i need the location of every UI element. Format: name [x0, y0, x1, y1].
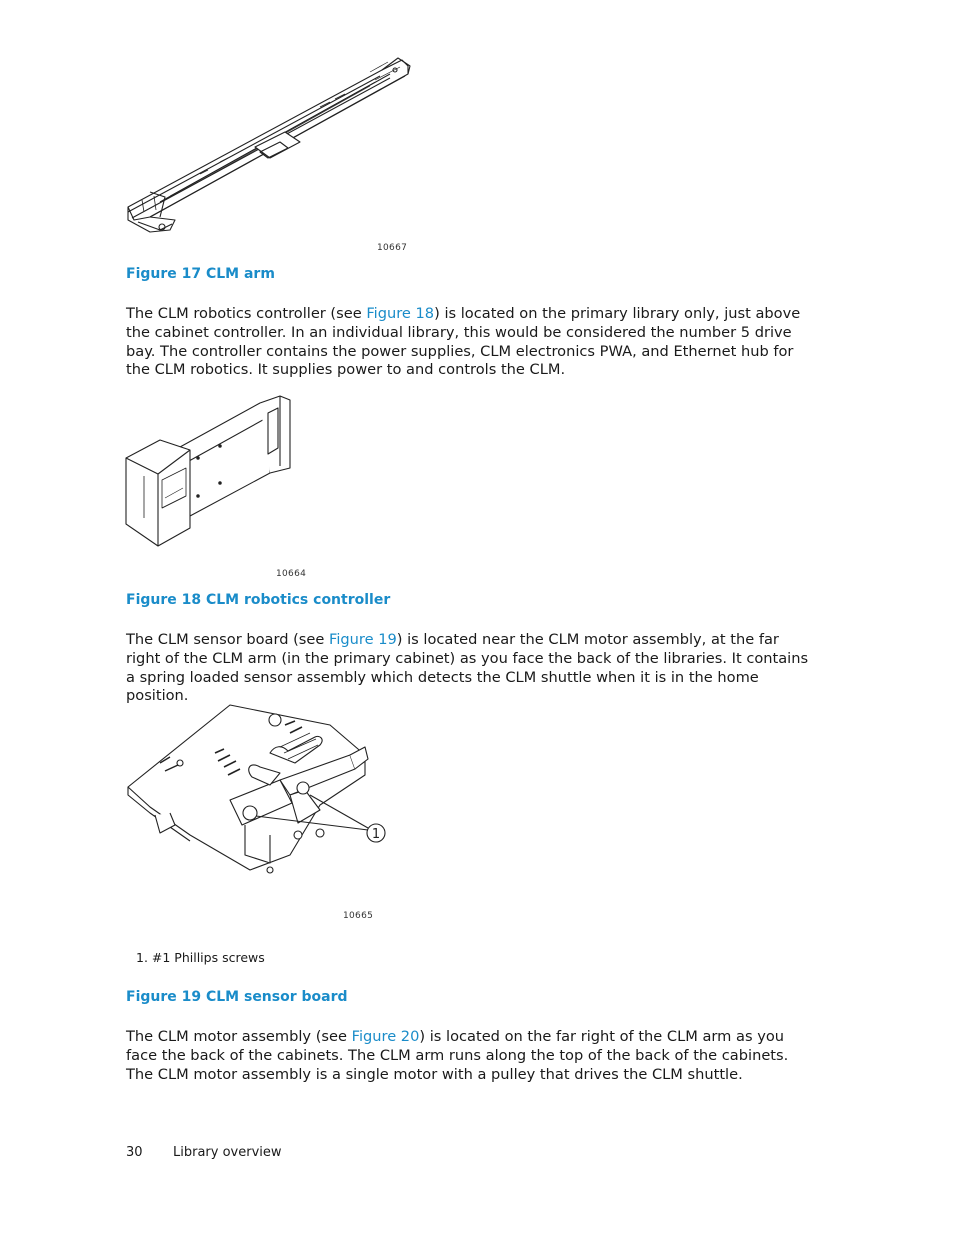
footer-section-title: Library overview: [173, 1145, 282, 1160]
paragraph-clm-motor-assembly: The CLM motor assembly (see Figure 20) is located on the far right of the CLM arm as you face the back of the cabinets. The CLM arm runs along the top of the back of the cabinets. The CLM motor assembly is a single motor with a pulley that drives the CLM shuttle.: [126, 1028, 789, 1083]
clm-sensor-board-illustration: [120, 695, 400, 885]
figure-19-link[interactable]: Figure 19: [329, 631, 397, 648]
figure-18-id: 10664: [276, 569, 307, 579]
paragraph-clm-sensor-board: The CLM sensor board (see Figure 19) is located near the CLM motor assembly, at the far right of the CLM arm (in the primary cabinet) as you face the back of the libraries. It contains a spring loaded sensor assembly which detects the CLM shuttle when it is in the home position.: [126, 631, 809, 705]
clm-robotics-controller-illustration: [120, 388, 300, 558]
legend-item: 1. #1 Phillips screws: [136, 950, 265, 965]
figure-19-caption: Figure 19 CLM sensor board: [126, 989, 348, 1005]
callout-number: 1: [371, 827, 381, 842]
figure-17-caption: Figure 17 CLM arm: [126, 266, 275, 282]
figure-18-caption: Figure 18 CLM robotics controller: [126, 592, 391, 608]
figure-18-link[interactable]: Figure 18: [366, 305, 435, 322]
page-number: 30: [126, 1145, 143, 1160]
paragraph-clm-robotics-controller: The CLM robotics controller (see Figure 18) is located on the primary library only, just above the cabinet controller. In an individual library, this would be considered the number 5 drive bay. The controller contains the power supplies, CLM electronics PWA, and Ethernet hub for the CLM robotics. It supplies power to and controls the CLM.: [126, 305, 801, 379]
figure-20-link[interactable]: Figure 20: [351, 1028, 420, 1045]
figure-19-id: 10665: [343, 911, 374, 921]
clm-arm-illustration: [120, 52, 420, 242]
figure-17-id: 10667: [377, 243, 408, 253]
